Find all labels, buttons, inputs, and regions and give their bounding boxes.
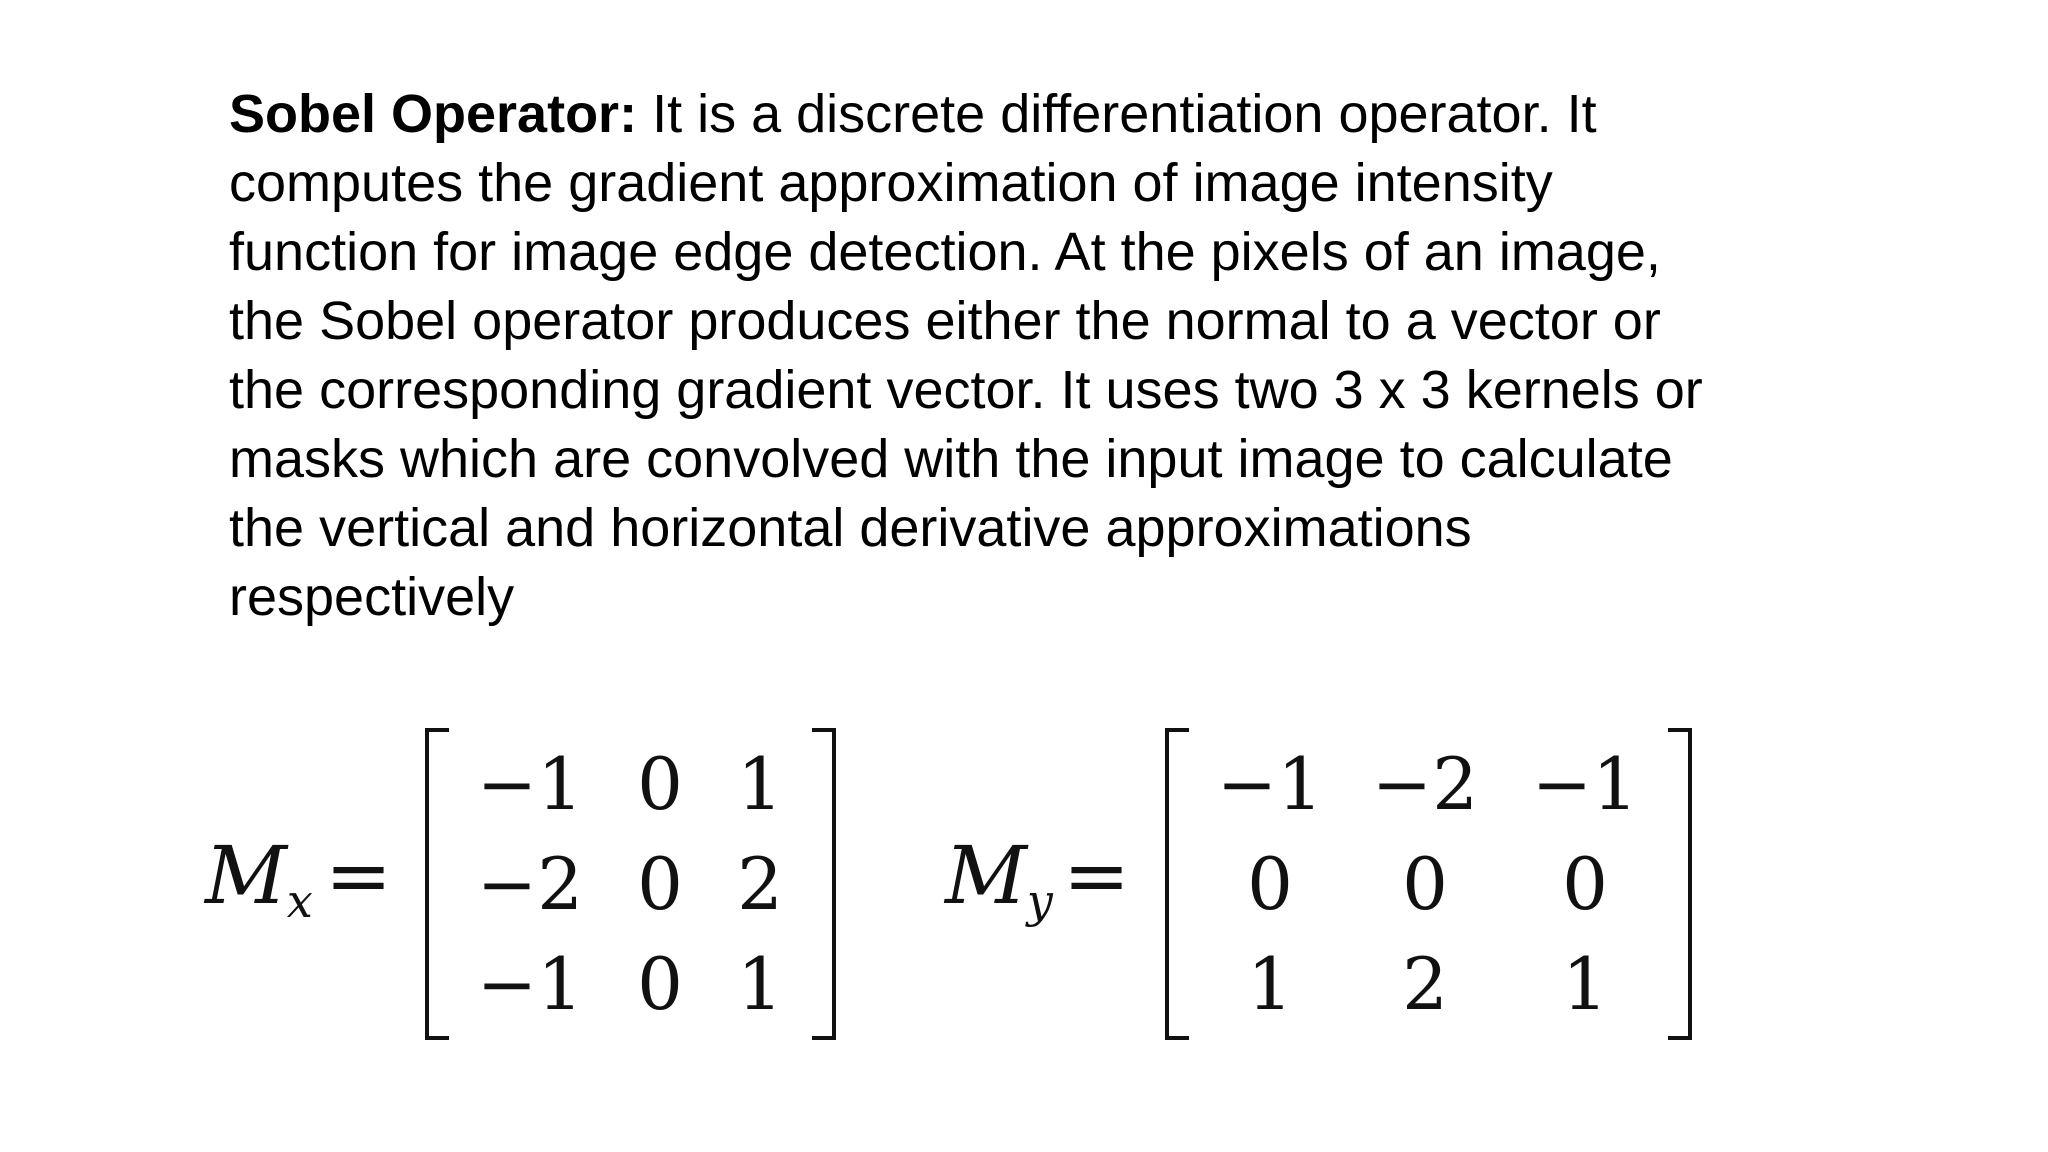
matrix-cell: 2 [737, 842, 783, 926]
paragraph-line-2: computes the gradient approximation of image intensity [229, 153, 1553, 213]
matrix-cell: 0 [637, 842, 683, 926]
matrix-cell: 1 [1247, 942, 1293, 1026]
matrix-cell: 0 [637, 942, 683, 1026]
paragraph-line-6: masks which are convolved with the input image to calculate [229, 429, 1673, 489]
matrix-cell: 1 [1562, 942, 1608, 1026]
matrix-cell: 2 [1402, 942, 1448, 1026]
paragraph-line-1 [229, 80, 1829, 149]
matrix-cell: 1 [737, 942, 783, 1026]
paragraph-line-4: the Sobel operator produces either the normal to a vector or [229, 291, 1661, 351]
paragraph-line-5: the corresponding gradient vector. It uses two 3 x 3 kernels or [229, 360, 1703, 420]
matrix-my-right-bracket [1668, 728, 1692, 1040]
matrix-cell: −1 [476, 942, 584, 1026]
paragraph-line-3: function for image edge detection. At the pixels of an image, [229, 222, 1661, 282]
matrix-cell: −1 [1531, 742, 1639, 826]
description-paragraph [229, 80, 1829, 632]
matrix-cell: 0 [1402, 842, 1448, 926]
matrix-mx-equals: = [325, 829, 393, 922]
matrix-cell: 0 [637, 742, 683, 826]
matrix-cell: −1 [1216, 742, 1324, 826]
matrix-my-left-bracket [1165, 728, 1189, 1040]
matrix-cell: −2 [1371, 742, 1479, 826]
matrix-cell: 1 [737, 742, 783, 826]
matrix-mx-label: $M_x$ [205, 829, 313, 928]
paragraph-text: It is a discrete differentiation operator. It [652, 84, 1597, 144]
matrix-cell: 0 [1562, 842, 1608, 926]
matrix-cell: −1 [476, 742, 584, 826]
matrix-my-label: $M_y$ [945, 829, 1053, 928]
paragraph-line-8: respectively [229, 567, 515, 627]
matrix-my [0, 728, 1720, 1058]
matrix-my-equals: = [1063, 829, 1131, 922]
matrix-cell: 0 [1247, 842, 1293, 926]
term-heading: Sobel Operator: [229, 84, 638, 144]
paragraph-line-7: the vertical and horizontal derivative approximations [229, 498, 1472, 558]
matrix-cell: −2 [476, 842, 584, 926]
